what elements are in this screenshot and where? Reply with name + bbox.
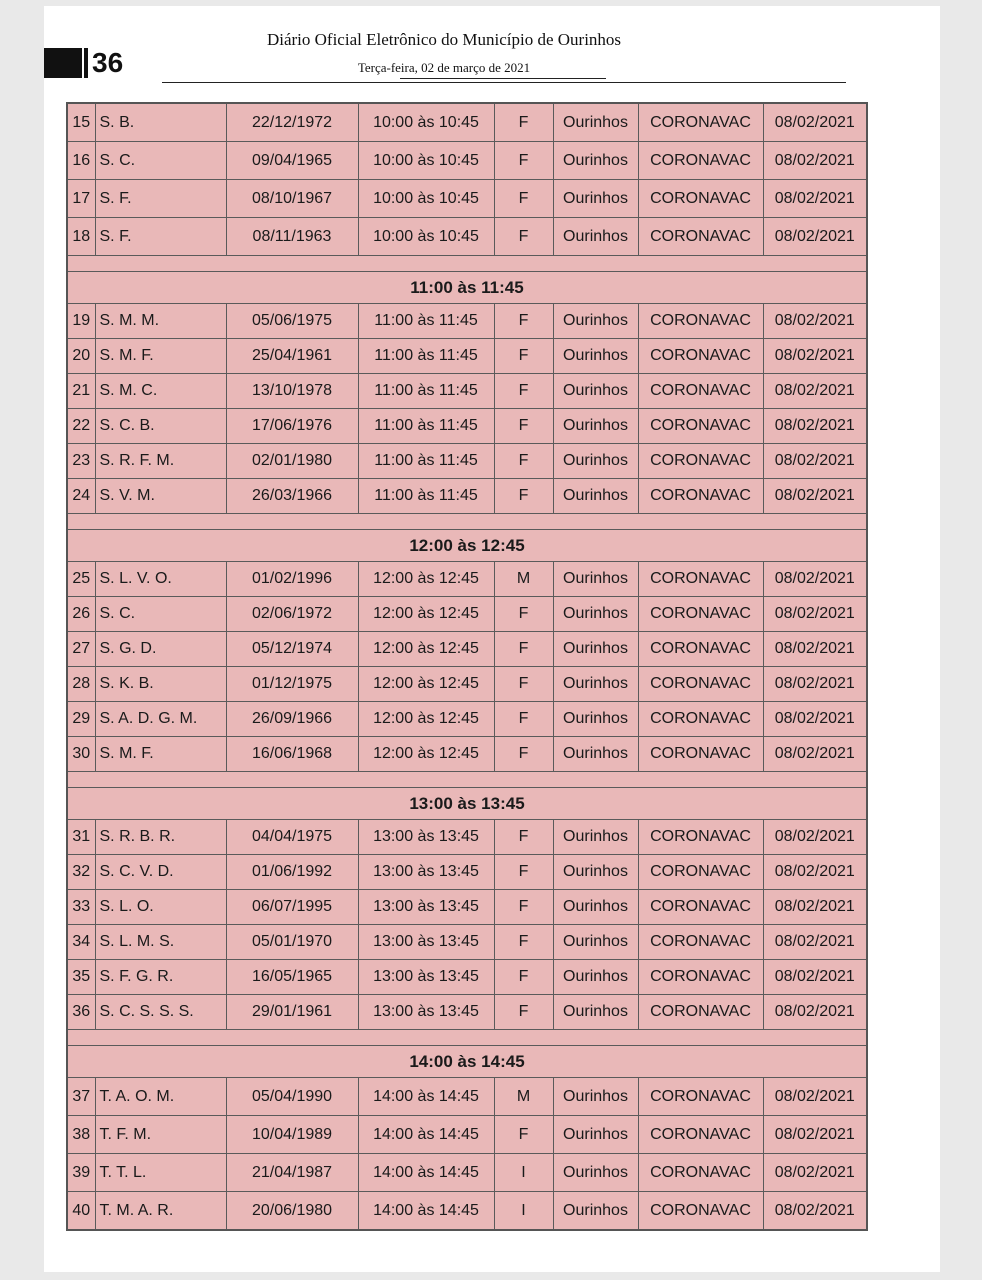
person-initials-cell: S. C.: [95, 142, 226, 180]
vaccination-date-cell: 08/02/2021: [763, 737, 867, 772]
vaccination-date-cell: 08/02/2021: [763, 667, 867, 702]
birth-date-cell: 01/06/1992: [226, 855, 358, 890]
time-slot-cell: 13:00 às 13:45: [358, 925, 494, 960]
time-slot-cell: 11:00 às 11:45: [358, 339, 494, 374]
row-number-cell: 19: [67, 304, 95, 339]
person-initials-cell: S. F.: [95, 218, 226, 256]
person-initials-cell: S. M. F.: [95, 737, 226, 772]
time-group-header: 12:00 às 12:45: [67, 530, 867, 562]
person-initials-cell: T. F. M.: [95, 1116, 226, 1154]
sex-cell: M: [494, 1078, 553, 1116]
vaccine-cell: CORONAVAC: [638, 142, 763, 180]
vaccination-date-cell: 08/02/2021: [763, 103, 867, 142]
time-group-header-row: [67, 530, 867, 562]
table-row: [67, 142, 867, 180]
row-number-cell: 18: [67, 218, 95, 256]
section-spacer-row: [67, 514, 867, 530]
section-spacer-cell: [67, 256, 867, 272]
sex-cell: F: [494, 142, 553, 180]
birth-date-cell: 02/06/1972: [226, 597, 358, 632]
person-initials-cell: T. M. A. R.: [95, 1192, 226, 1231]
vaccine-cell: CORONAVAC: [638, 218, 763, 256]
city-cell: Ourinhos: [553, 103, 638, 142]
city-cell: Ourinhos: [553, 1192, 638, 1231]
vaccination-date-cell: 08/02/2021: [763, 855, 867, 890]
vaccination-date-cell: 08/02/2021: [763, 995, 867, 1030]
person-initials-cell: S. G. D.: [95, 632, 226, 667]
birth-date-cell: 22/12/1972: [226, 103, 358, 142]
city-cell: Ourinhos: [553, 960, 638, 995]
page-number-block: [44, 48, 82, 78]
row-number-cell: 29: [67, 702, 95, 737]
row-number-cell: 40: [67, 1192, 95, 1231]
city-cell: Ourinhos: [553, 562, 638, 597]
person-initials-cell: S. B.: [95, 103, 226, 142]
vaccination-date-cell: 08/02/2021: [763, 142, 867, 180]
time-slot-cell: 12:00 às 12:45: [358, 737, 494, 772]
row-number-cell: 32: [67, 855, 95, 890]
person-initials-cell: S. K. B.: [95, 667, 226, 702]
time-slot-cell: 11:00 às 11:45: [358, 479, 494, 514]
vaccine-cell: CORONAVAC: [638, 702, 763, 737]
row-number-cell: 34: [67, 925, 95, 960]
sex-cell: F: [494, 702, 553, 737]
vaccine-cell: CORONAVAC: [638, 180, 763, 218]
birth-date-cell: 17/06/1976: [226, 409, 358, 444]
time-group-header: 11:00 às 11:45: [67, 272, 867, 304]
birth-date-cell: 25/04/1961: [226, 339, 358, 374]
vaccination-date-cell: 08/02/2021: [763, 702, 867, 737]
city-cell: Ourinhos: [553, 667, 638, 702]
row-number-cell: 28: [67, 667, 95, 702]
row-number-cell: 24: [67, 479, 95, 514]
vaccine-cell: CORONAVAC: [638, 339, 763, 374]
row-number-cell: 35: [67, 960, 95, 995]
table-row: [67, 218, 867, 256]
table-row: [67, 632, 867, 667]
time-slot-cell: 12:00 às 12:45: [358, 562, 494, 597]
time-slot-cell: 13:00 às 13:45: [358, 820, 494, 855]
vaccine-cell: CORONAVAC: [638, 855, 763, 890]
page-number: 36: [92, 47, 124, 78]
city-cell: Ourinhos: [553, 142, 638, 180]
city-cell: Ourinhos: [553, 1154, 638, 1192]
sex-cell: F: [494, 218, 553, 256]
city-cell: Ourinhos: [553, 925, 638, 960]
sex-cell: F: [494, 632, 553, 667]
birth-date-cell: 16/06/1968: [226, 737, 358, 772]
section-spacer-cell: [67, 514, 867, 530]
table-row: [67, 667, 867, 702]
vaccine-cell: CORONAVAC: [638, 632, 763, 667]
vaccine-cell: CORONAVAC: [638, 737, 763, 772]
city-cell: Ourinhos: [553, 890, 638, 925]
row-number-cell: 26: [67, 597, 95, 632]
vaccination-date-cell: 08/02/2021: [763, 1078, 867, 1116]
header-rule: [162, 82, 846, 83]
table-row: [67, 479, 867, 514]
person-initials-cell: S. R. F. M.: [95, 444, 226, 479]
time-slot-cell: 14:00 às 14:45: [358, 1078, 494, 1116]
sex-cell: F: [494, 737, 553, 772]
vaccine-cell: CORONAVAC: [638, 820, 763, 855]
birth-date-cell: 10/04/1989: [226, 1116, 358, 1154]
table-row: [67, 1116, 867, 1154]
table-row: [67, 562, 867, 597]
row-number-cell: 16: [67, 142, 95, 180]
table-row: [67, 180, 867, 218]
row-number-cell: 22: [67, 409, 95, 444]
row-number-cell: 21: [67, 374, 95, 409]
time-slot-cell: 12:00 às 12:45: [358, 632, 494, 667]
person-initials-cell: S. L. O.: [95, 890, 226, 925]
time-slot-cell: 13:00 às 13:45: [358, 890, 494, 925]
city-cell: Ourinhos: [553, 409, 638, 444]
sex-cell: F: [494, 820, 553, 855]
city-cell: Ourinhos: [553, 702, 638, 737]
city-cell: Ourinhos: [553, 444, 638, 479]
vaccine-cell: CORONAVAC: [638, 960, 763, 995]
table-row: [67, 702, 867, 737]
sex-cell: F: [494, 667, 553, 702]
row-number-cell: 25: [67, 562, 95, 597]
city-cell: Ourinhos: [553, 632, 638, 667]
vaccination-date-cell: 08/02/2021: [763, 374, 867, 409]
time-group-header-row: [67, 272, 867, 304]
city-cell: Ourinhos: [553, 820, 638, 855]
time-slot-cell: 12:00 às 12:45: [358, 702, 494, 737]
row-number-cell: 15: [67, 103, 95, 142]
vaccine-cell: CORONAVAC: [638, 374, 763, 409]
city-cell: Ourinhos: [553, 304, 638, 339]
time-slot-cell: 14:00 às 14:45: [358, 1154, 494, 1192]
city-cell: Ourinhos: [553, 855, 638, 890]
birth-date-cell: 05/01/1970: [226, 925, 358, 960]
birth-date-cell: 02/01/1980: [226, 444, 358, 479]
table-row: [67, 374, 867, 409]
person-initials-cell: S. V. M.: [95, 479, 226, 514]
vaccine-cell: CORONAVAC: [638, 1078, 763, 1116]
person-initials-cell: S. L. M. S.: [95, 925, 226, 960]
vaccination-date-cell: 08/02/2021: [763, 960, 867, 995]
sex-cell: F: [494, 409, 553, 444]
row-number-cell: 30: [67, 737, 95, 772]
journal-title: Diário Oficial Eletrônico do Município de Ourinhos: [266, 30, 622, 49]
row-number-cell: 17: [67, 180, 95, 218]
vaccination-date-cell: 08/02/2021: [763, 890, 867, 925]
birth-date-cell: 05/12/1974: [226, 632, 358, 667]
city-cell: Ourinhos: [553, 1078, 638, 1116]
person-initials-cell: S. L. V. O.: [95, 562, 226, 597]
vaccine-cell: CORONAVAC: [638, 667, 763, 702]
vaccination-date-cell: 08/02/2021: [763, 632, 867, 667]
table-row: [67, 103, 867, 142]
city-cell: Ourinhos: [553, 1116, 638, 1154]
row-number-cell: 38: [67, 1116, 95, 1154]
row-number-cell: 36: [67, 995, 95, 1030]
sex-cell: F: [494, 339, 553, 374]
table-row: [67, 737, 867, 772]
section-spacer-cell: [67, 772, 867, 788]
city-cell: Ourinhos: [553, 374, 638, 409]
person-initials-cell: S. C. B.: [95, 409, 226, 444]
sex-cell: F: [494, 995, 553, 1030]
section-spacer-row: [67, 1030, 867, 1046]
table-row: [67, 1078, 867, 1116]
table-row: [67, 890, 867, 925]
vaccine-cell: CORONAVAC: [638, 444, 763, 479]
person-initials-cell: T. T. L.: [95, 1154, 226, 1192]
vaccine-cell: CORONAVAC: [638, 1192, 763, 1231]
vaccination-date-cell: 08/02/2021: [763, 218, 867, 256]
time-slot-cell: 11:00 às 11:45: [358, 304, 494, 339]
table-row: [67, 925, 867, 960]
vaccine-cell: CORONAVAC: [638, 409, 763, 444]
time-slot-cell: 11:00 às 11:45: [358, 409, 494, 444]
sex-cell: F: [494, 374, 553, 409]
sex-cell: I: [494, 1192, 553, 1231]
table-row: [67, 820, 867, 855]
section-spacer-row: [67, 772, 867, 788]
time-group-header-row: [67, 788, 867, 820]
time-slot-cell: 13:00 às 13:45: [358, 995, 494, 1030]
table-row: [67, 855, 867, 890]
time-slot-cell: 14:00 às 14:45: [358, 1192, 494, 1231]
birth-date-cell: 08/11/1963: [226, 218, 358, 256]
birth-date-cell: 06/07/1995: [226, 890, 358, 925]
city-cell: Ourinhos: [553, 479, 638, 514]
time-slot-cell: 10:00 às 10:45: [358, 180, 494, 218]
vaccination-date-cell: 08/02/2021: [763, 444, 867, 479]
birth-date-cell: 16/05/1965: [226, 960, 358, 995]
city-cell: Ourinhos: [553, 339, 638, 374]
city-cell: Ourinhos: [553, 995, 638, 1030]
birth-date-cell: 01/02/1996: [226, 562, 358, 597]
row-number-cell: 20: [67, 339, 95, 374]
sex-cell: F: [494, 479, 553, 514]
vaccination-date-cell: 08/02/2021: [763, 597, 867, 632]
person-initials-cell: S. M. C.: [95, 374, 226, 409]
time-slot-cell: 12:00 às 12:45: [358, 597, 494, 632]
city-cell: Ourinhos: [553, 180, 638, 218]
sex-cell: F: [494, 890, 553, 925]
time-group-header: 14:00 às 14:45: [67, 1046, 867, 1078]
person-initials-cell: S. F.: [95, 180, 226, 218]
vaccine-cell: CORONAVAC: [638, 103, 763, 142]
vaccination-date-cell: 08/02/2021: [763, 1116, 867, 1154]
section-spacer-cell: [67, 1030, 867, 1046]
birth-date-cell: 20/06/1980: [226, 1192, 358, 1231]
table-row: [67, 597, 867, 632]
vaccine-cell: CORONAVAC: [638, 304, 763, 339]
sex-cell: F: [494, 180, 553, 218]
vaccine-cell: CORONAVAC: [638, 925, 763, 960]
sex-cell: F: [494, 960, 553, 995]
birth-date-cell: 04/04/1975: [226, 820, 358, 855]
sex-cell: F: [494, 103, 553, 142]
birth-date-cell: 13/10/1978: [226, 374, 358, 409]
birth-date-cell: 26/03/1966: [226, 479, 358, 514]
vaccination-date-cell: 08/02/2021: [763, 925, 867, 960]
person-initials-cell: S. C.: [95, 597, 226, 632]
vaccine-cell: CORONAVAC: [638, 890, 763, 925]
time-slot-cell: 11:00 às 11:45: [358, 374, 494, 409]
birth-date-cell: 21/04/1987: [226, 1154, 358, 1192]
row-number-cell: 31: [67, 820, 95, 855]
section-spacer-row: [67, 256, 867, 272]
time-slot-cell: 10:00 às 10:45: [358, 142, 494, 180]
date-underline: [400, 78, 606, 79]
person-initials-cell: S. F. G. R.: [95, 960, 226, 995]
time-group-header-row: [67, 1046, 867, 1078]
birth-date-cell: 26/09/1966: [226, 702, 358, 737]
person-initials-cell: S. R. B. R.: [95, 820, 226, 855]
table-row: [67, 960, 867, 995]
vaccination-schedule-table: [66, 102, 868, 1231]
journal-date: Terça-feira, 02 de março de 2021: [357, 60, 531, 75]
vaccination-date-cell: 08/02/2021: [763, 180, 867, 218]
person-initials-cell: T. A. O. M.: [95, 1078, 226, 1116]
time-group-header: 13:00 às 13:45: [67, 788, 867, 820]
time-slot-cell: 10:00 às 10:45: [358, 103, 494, 142]
table-row: [67, 995, 867, 1030]
city-cell: Ourinhos: [553, 597, 638, 632]
birth-date-cell: 09/04/1965: [226, 142, 358, 180]
person-initials-cell: S. M. M.: [95, 304, 226, 339]
sex-cell: F: [494, 304, 553, 339]
vaccination-date-cell: 08/02/2021: [763, 820, 867, 855]
time-slot-cell: 13:00 às 13:45: [358, 855, 494, 890]
vaccination-date-cell: 08/02/2021: [763, 1192, 867, 1231]
sex-cell: F: [494, 444, 553, 479]
vaccination-date-cell: 08/02/2021: [763, 304, 867, 339]
birth-date-cell: 05/06/1975: [226, 304, 358, 339]
table-row: [67, 409, 867, 444]
row-number-cell: 37: [67, 1078, 95, 1116]
person-initials-cell: S. C. S. S. S.: [95, 995, 226, 1030]
table-row: [67, 339, 867, 374]
time-slot-cell: 13:00 às 13:45: [358, 960, 494, 995]
vaccination-date-cell: 08/02/2021: [763, 409, 867, 444]
time-slot-cell: 10:00 às 10:45: [358, 218, 494, 256]
document-page: [44, 6, 940, 1272]
vaccination-date-cell: 08/02/2021: [763, 1154, 867, 1192]
sex-cell: F: [494, 925, 553, 960]
table-row: [67, 444, 867, 479]
person-initials-cell: S. M. F.: [95, 339, 226, 374]
table-row: [67, 304, 867, 339]
page-number-bar: [84, 48, 88, 78]
time-slot-cell: 11:00 às 11:45: [358, 444, 494, 479]
birth-date-cell: 01/12/1975: [226, 667, 358, 702]
time-slot-cell: 14:00 às 14:45: [358, 1116, 494, 1154]
vaccine-cell: CORONAVAC: [638, 479, 763, 514]
person-initials-cell: S. C. V. D.: [95, 855, 226, 890]
vaccine-cell: CORONAVAC: [638, 995, 763, 1030]
sex-cell: F: [494, 1116, 553, 1154]
table-row: [67, 1192, 867, 1231]
vaccine-cell: CORONAVAC: [638, 1116, 763, 1154]
vaccination-date-cell: 08/02/2021: [763, 339, 867, 374]
vaccine-cell: CORONAVAC: [638, 597, 763, 632]
table-row: [67, 1154, 867, 1192]
sex-cell: I: [494, 1154, 553, 1192]
city-cell: Ourinhos: [553, 218, 638, 256]
row-number-cell: 33: [67, 890, 95, 925]
birth-date-cell: 29/01/1961: [226, 995, 358, 1030]
row-number-cell: 23: [67, 444, 95, 479]
city-cell: Ourinhos: [553, 737, 638, 772]
time-slot-cell: 12:00 às 12:45: [358, 667, 494, 702]
birth-date-cell: 05/04/1990: [226, 1078, 358, 1116]
sex-cell: F: [494, 597, 553, 632]
vaccine-cell: CORONAVAC: [638, 1154, 763, 1192]
vaccination-date-cell: 08/02/2021: [763, 479, 867, 514]
person-initials-cell: S. A. D. G. M.: [95, 702, 226, 737]
sex-cell: F: [494, 855, 553, 890]
vaccine-cell: CORONAVAC: [638, 562, 763, 597]
row-number-cell: 39: [67, 1154, 95, 1192]
sex-cell: M: [494, 562, 553, 597]
birth-date-cell: 08/10/1967: [226, 180, 358, 218]
vaccination-date-cell: 08/02/2021: [763, 562, 867, 597]
row-number-cell: 27: [67, 632, 95, 667]
